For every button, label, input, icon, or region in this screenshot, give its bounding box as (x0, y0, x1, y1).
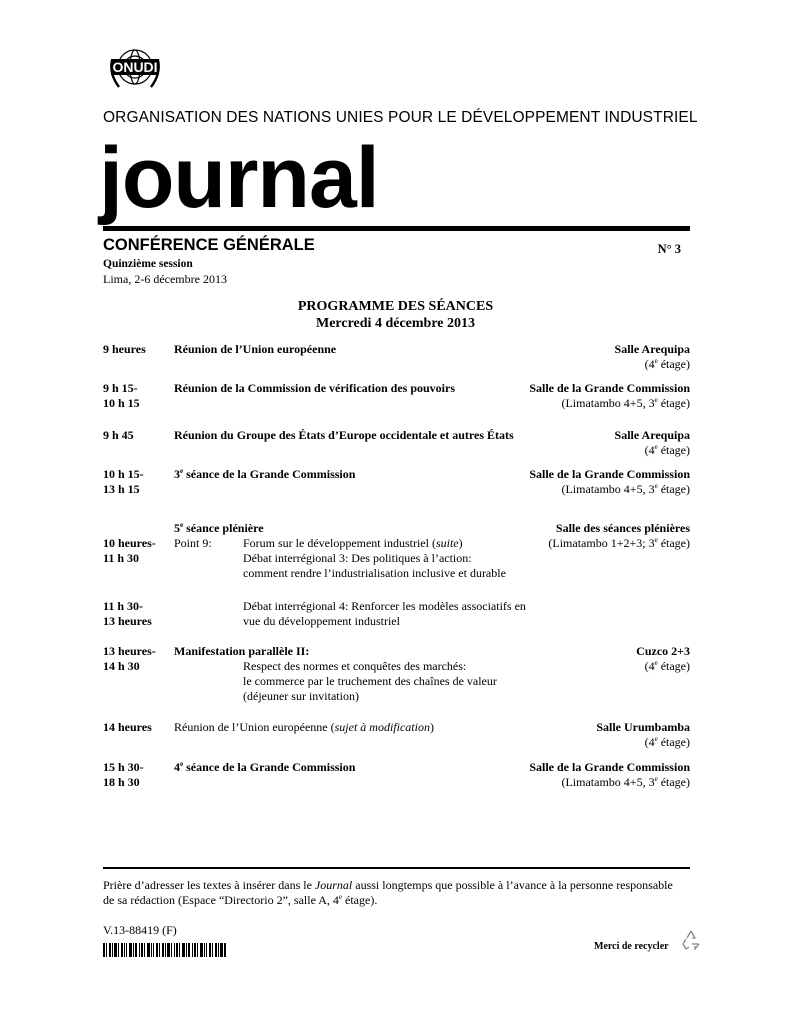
entry-heading: 5e séance plénière (174, 521, 264, 535)
footer-rule (103, 867, 690, 869)
schedule-entry (103, 599, 690, 629)
entry-event: 4e séance de la Grande Commission (174, 760, 356, 774)
entry-event: Réunion de la Commission de vérification des pouvoirs (174, 381, 456, 395)
entry-event: Réunion du Groupe des États d’Europe occidentale et autres États (174, 428, 514, 442)
entry-time: 14 heures (103, 720, 152, 734)
entry-room: Salle Urumbamba (4e étage) (596, 720, 690, 749)
issue-number: N° 3 (657, 242, 681, 256)
entry-time: 11 h 30- 13 heures (103, 599, 152, 628)
logo-text: ONUDI (112, 59, 158, 75)
entry-room: Salle des séances plénières (Limatambo 1+2+3; 3e étage) (548, 521, 690, 550)
entry-room: Salle Arequipa (4e étage) (614, 428, 690, 457)
place-date: Lima, 2-6 décembre 2013 (103, 272, 227, 286)
entry-time: 10 h 15- 13 h 15 (103, 467, 144, 496)
entry-time: 15 h 30- 18 h 30 (103, 760, 144, 789)
entry-time: 9 heures (103, 342, 146, 356)
recycle-icon (680, 929, 702, 951)
entry-room: Salle de la Grande Commission (Limatambo 4+5, 3e étage) (529, 381, 690, 410)
schedule-entry (103, 644, 690, 704)
organization-name: ORGANISATION DES NATIONS UNIES POUR LE DÉVELOPPEMENT INDUSTRIEL (103, 109, 698, 126)
entry-event: 3e séance de la Grande Commission (174, 467, 356, 481)
masthead-title: journal (99, 130, 379, 226)
schedule-entry-plenary (103, 521, 690, 583)
entry-event: Réunion de l’Union européenne (174, 342, 337, 356)
entry-room: Cuzco 2+3 (4e étage) (636, 644, 690, 673)
programme-date: Mercredi 4 décembre 2013 (315, 316, 475, 331)
agenda-point-text: Forum sur le développement industriel (suite) Débat interrégional 3: Des politiques à l’action: comment rendre l’industrialisation inclusive et durable (243, 536, 506, 580)
programme-title: PROGRAMME DES SÉANCES (297, 299, 494, 314)
entry-time: 13 heures- 14 h 30 (103, 644, 156, 673)
entry-time: 9 h 45 (103, 428, 134, 442)
recycle-note: Merci de recycler (594, 941, 669, 952)
schedule-entry (103, 467, 690, 497)
entry-room: Salle Arequipa (4e étage) (614, 342, 690, 371)
entry-event: Réunion de l’Union européenne (sujet à modification) (174, 720, 434, 734)
schedule-entry (103, 342, 690, 372)
agenda-point-label: Point 9: (174, 536, 212, 550)
schedule-entry (103, 428, 690, 458)
schedule-entry (103, 760, 690, 790)
barcode-image (103, 943, 227, 957)
entry-event: Manifestation parallèle II: (174, 644, 310, 658)
conference-title: CONFÉRENCE GÉNÉRALE (103, 236, 315, 254)
masthead-rule (103, 226, 690, 231)
entry-description: Respect des normes et conquêtes des marchés: le commerce par le truchement des chaînes de valeur (déjeuner sur invitation) (243, 659, 497, 703)
entry-event: Débat interrégional 4: Renforcer les modèles associatifs en vue du développement industriel (243, 599, 526, 628)
entry-room: Salle de la Grande Commission (Limatambo 4+5, 3e étage) (529, 760, 690, 789)
entry-time: 9 h 15- 10 h 15 (103, 381, 140, 410)
onudi-logo (103, 40, 167, 98)
entry-time: 10 heures- 11 h 30 (103, 536, 156, 565)
entry-room: Salle de la Grande Commission (Limatambo 4+5, 3e étage) (529, 467, 690, 496)
document-number: V.13-88419 (F) (103, 923, 177, 937)
session-label: Quinzième session (103, 258, 193, 270)
footer-note: Prière d’adresser les textes à insérer dans le Journal aussi longtemps que possible à l’avance à la personne responsable de sa rédaction (Espace “Directorio 2”, salle A, 4e étage). (103, 878, 673, 907)
schedule-entry (103, 381, 690, 411)
schedule-entry (103, 720, 690, 750)
